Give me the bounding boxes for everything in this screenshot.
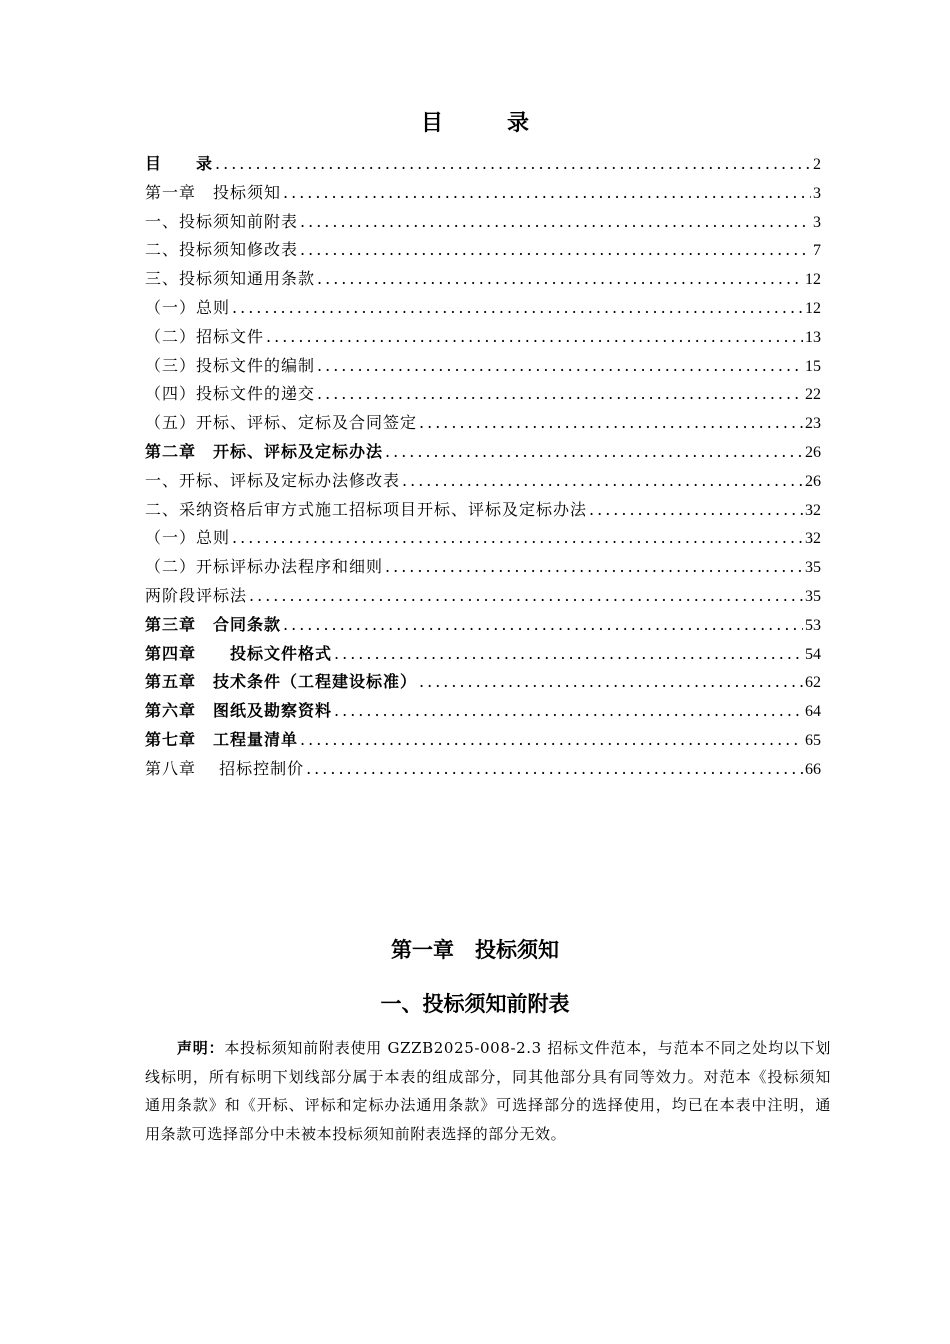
statement-body: 本投标须知前附表使用 GZZB2025-008-2.3 招标文件范本，与范本不同之处均以下划线标明，所有标明下划线部分属于本表的组成部分，同其他部分具有同等效力。对范本《投标须知通用条款》和《开标、评标和定标办法通用条款》可选择部分的选择使用，均已在本表中注明，通用条款可选择部分中未被本投标须知前附表选择的部分无效。 [145, 1039, 831, 1143]
toc-entry-page: 3 [813, 213, 821, 231]
statement-lead: 声明： [177, 1039, 225, 1057]
toc-entry-label: （一）总则 [145, 528, 231, 548]
toc-dot-leader [283, 611, 803, 640]
toc-entry[interactable] [145, 640, 821, 669]
toc-entry-page: 32 [805, 530, 821, 548]
toc-entry[interactable] [145, 668, 821, 697]
toc-dot-leader [300, 236, 811, 265]
toc-entry-page: 2 [813, 156, 821, 173]
toc-dot-leader [232, 524, 803, 553]
toc-entry-page: 64 [805, 703, 821, 721]
toc-dot-leader [402, 467, 803, 496]
toc-dot-leader [317, 352, 803, 381]
toc-dot-leader [249, 582, 803, 611]
toc-entry-label: 二、投标须知修改表 [145, 240, 299, 260]
toc-entry[interactable] [145, 611, 821, 640]
chapter-title: 第一章 投标须知 [391, 937, 559, 962]
toc-entry[interactable] [145, 179, 821, 208]
toc-entry-label: 一、开标、评标及定标办法修改表 [145, 470, 401, 490]
toc-dot-leader [232, 294, 803, 323]
toc-entry-page: 23 [805, 415, 821, 433]
toc-entry[interactable] [145, 380, 821, 409]
toc-entry-label: 第三章 合同条款 [145, 614, 282, 634]
toc-entry-page: 65 [805, 731, 821, 749]
toc-entry[interactable] [145, 524, 821, 553]
toc-dot-leader [306, 755, 803, 784]
toc-entry-page: 15 [805, 357, 821, 375]
toc-dot-leader [589, 496, 803, 525]
statement-paragraph [145, 1034, 831, 1148]
toc-entry[interactable] [145, 265, 821, 294]
toc-entry-label: （三）投标文件的编制 [145, 355, 316, 375]
toc-entry-page: 26 [805, 443, 821, 461]
toc-entry[interactable] [145, 294, 821, 323]
toc-entry-label: 第七章 工程量清单 [145, 729, 299, 749]
toc-entry-page: 7 [813, 242, 821, 260]
toc-title: 目录 [420, 110, 593, 136]
toc-entry[interactable] [145, 208, 821, 237]
toc-entry-label: 三、投标须知通用条款 [145, 269, 316, 289]
toc-entry[interactable] [145, 553, 821, 582]
toc-entry[interactable] [145, 496, 821, 525]
toc-dot-leader [317, 265, 803, 294]
toc-entry-page: 12 [805, 299, 821, 317]
toc-entry[interactable] [145, 697, 821, 726]
toc-entry[interactable] [145, 236, 821, 265]
toc-entry-label: （二）招标文件 [145, 326, 265, 346]
toc-entry-page: 26 [805, 472, 821, 490]
toc-entry-page: 13 [805, 328, 821, 346]
toc-entry-page: 12 [805, 271, 821, 289]
toc-entry[interactable] [145, 438, 821, 467]
toc-entry-label: 二、采纳资格后审方式施工招标项目开标、评标及定标办法 [145, 499, 588, 519]
toc-dot-leader [419, 409, 803, 438]
toc-entry-label: （四）投标文件的递交 [145, 384, 316, 404]
toc-entry-page: 32 [805, 501, 821, 519]
toc-entry-label: 第二章 开标、评标及定标办法 [145, 441, 384, 461]
toc-dot-leader [385, 553, 803, 582]
toc-dot-leader [266, 323, 803, 352]
toc-entry[interactable] [145, 150, 821, 179]
table-of-contents [145, 150, 821, 784]
toc-dot-leader [317, 380, 803, 409]
toc-entry-label: 第四章 投标文件格式 [145, 643, 333, 663]
toc-entry-page: 62 [805, 674, 821, 692]
toc-dot-leader [419, 668, 803, 697]
toc-entry-page: 3 [813, 184, 821, 202]
toc-dot-leader [385, 438, 803, 467]
toc-entry-page: 54 [805, 645, 821, 663]
toc-entry-page: 35 [805, 587, 821, 605]
toc-entry[interactable] [145, 409, 821, 438]
toc-entry-page: 66 [805, 760, 821, 778]
toc-entry-page: 35 [805, 559, 821, 577]
toc-entry-label: 第六章 图纸及勘察资料 [145, 701, 333, 721]
toc-entry[interactable] [145, 755, 821, 784]
toc-entry-label: 第五章 技术条件（工程建设标准） [145, 672, 418, 692]
toc-entry-label: （五）开标、评标、定标及合同签定 [145, 413, 418, 433]
toc-entry-label: 第八章 招标控制价 [145, 758, 305, 778]
toc-entry-label: （二）开标评标办法程序和细则 [145, 557, 384, 577]
toc-entry-page: 53 [805, 616, 821, 634]
toc-entry-page: 22 [805, 386, 821, 404]
toc-entry[interactable] [145, 352, 821, 381]
toc-entry[interactable] [145, 582, 821, 611]
toc-entry-label: 两阶段评标法 [145, 585, 248, 605]
toc-entry-label: 目 录 [145, 154, 214, 173]
toc-entry-label: 一、投标须知前附表 [145, 211, 299, 231]
toc-dot-leader [300, 208, 811, 237]
toc-entry-label: （一）总则 [145, 297, 231, 317]
toc-dot-leader [300, 726, 803, 755]
toc-entry[interactable] [145, 726, 821, 755]
toc-dot-leader [334, 697, 803, 726]
toc-entry[interactable] [145, 467, 821, 496]
section-title: 一、投标须知前附表 [380, 991, 570, 1016]
toc-dot-leader [215, 150, 811, 179]
toc-entry-label: 第一章 投标须知 [145, 182, 282, 202]
toc-dot-leader [334, 640, 803, 669]
toc-entry[interactable] [145, 323, 821, 352]
toc-dot-leader [283, 179, 811, 208]
